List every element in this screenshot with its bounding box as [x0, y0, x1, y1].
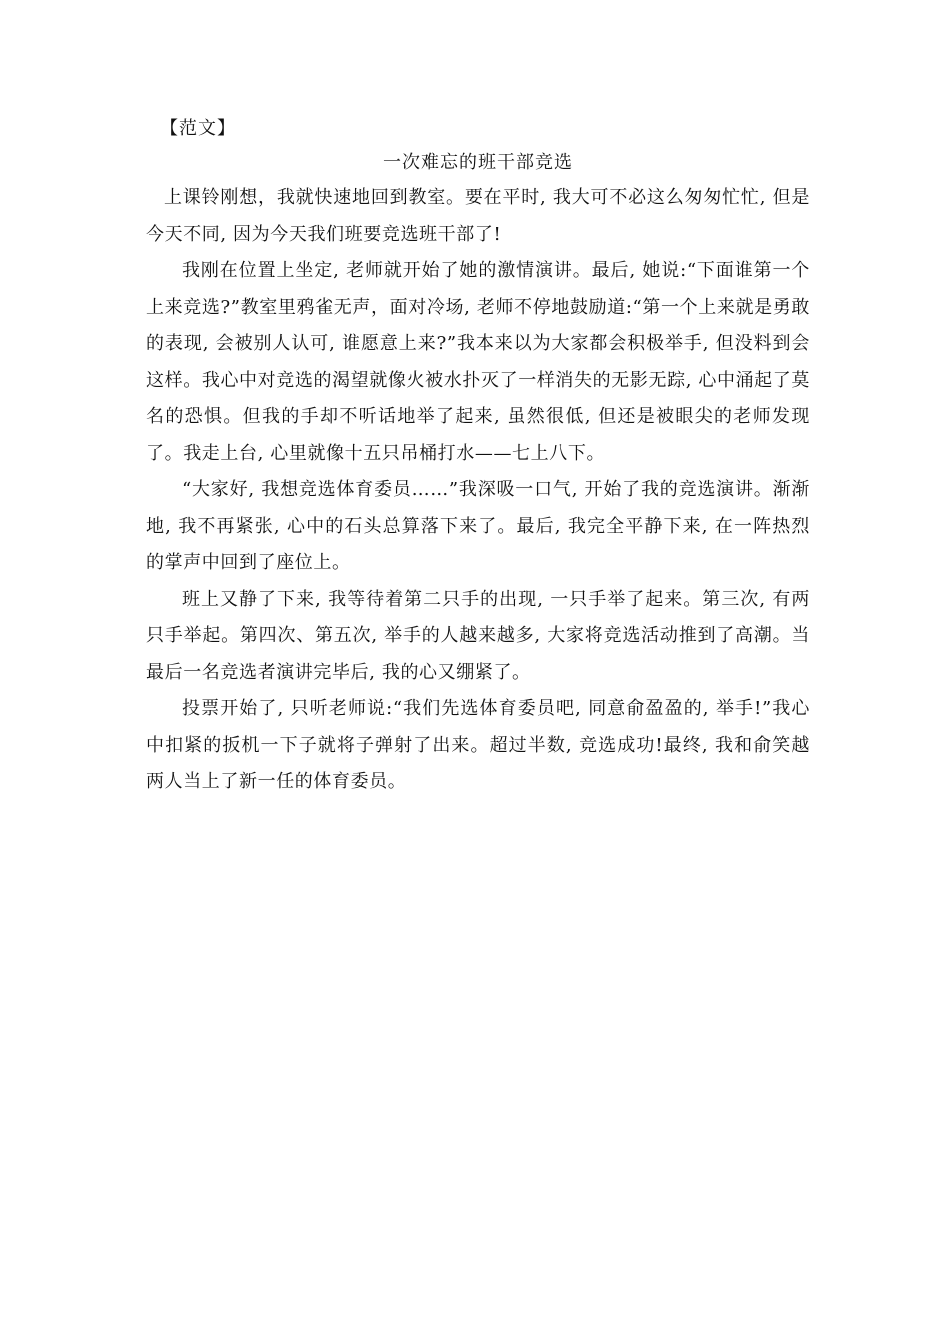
essay-paragraph-3: “大家好, 我想竞选体育委员……”我深吸一口气, 开始了我的竞选演讲。渐渐地, 我不再紧张, 心中的石头总算落下来了。最后, 我完全平静下来, 在一阵热烈的掌声中回到了座位上。: [146, 479, 810, 573]
essay-title: 一次难忘的班干部竞选: [383, 152, 573, 173]
essay-content: [146, 112, 810, 801]
essay-paragraph-1: 上课铃刚想，我就快速地回到教室。要在平时, 我大可不必这么匆匆忙忙, 但是今天不同, 因为今天我们班要竞选班干部了!: [146, 187, 810, 245]
essay-paragraph-4: 班上又静了下来, 我等待着第二只手的出现, 一只手举了起来。第三次, 有两只手举起。第四次、第五次, 举手的人越来越多, 大家将竞选活动推到了高潮。当最后一名竞选者演讲完毕后, 我的心又绷紧了。: [146, 588, 810, 683]
essay-paragraph-5: 投票开始了, 只听老师说:“我们先选体育委员吧, 同意俞盈盈的, 举手!”我心中扣紧的扳机一下子就将子弹射了出来。超过半数, 竞选成功!最终, 我和俞笑越两人当上了新一任的体育委员。: [146, 698, 810, 792]
essay-paragraph-2: 我刚在位置上坐定, 老师就开始了她的激情演讲。最后, 她说:“下面谁第一个上来竞选?”教室里鸦雀无声，面对冷场, 老师不停地鼓励道:“第一个上来就是勇敢的表现, 会被别人认可, 谁愿意上来?”我本来以为大家都会积极举手, 但没料到会这样。我心中对竞选的渴望就像火被水扑灭了一样消失的无影无踪, 心中涌起了莫名的恐惧。但我的手却不听话地举了起来, 虽然很低, 但还是被眼尖的老师发现了。我走上台, 心里就像十五只吊桶打水——七上八下。: [146, 260, 810, 464]
section-label: 【范文】: [160, 118, 236, 139]
